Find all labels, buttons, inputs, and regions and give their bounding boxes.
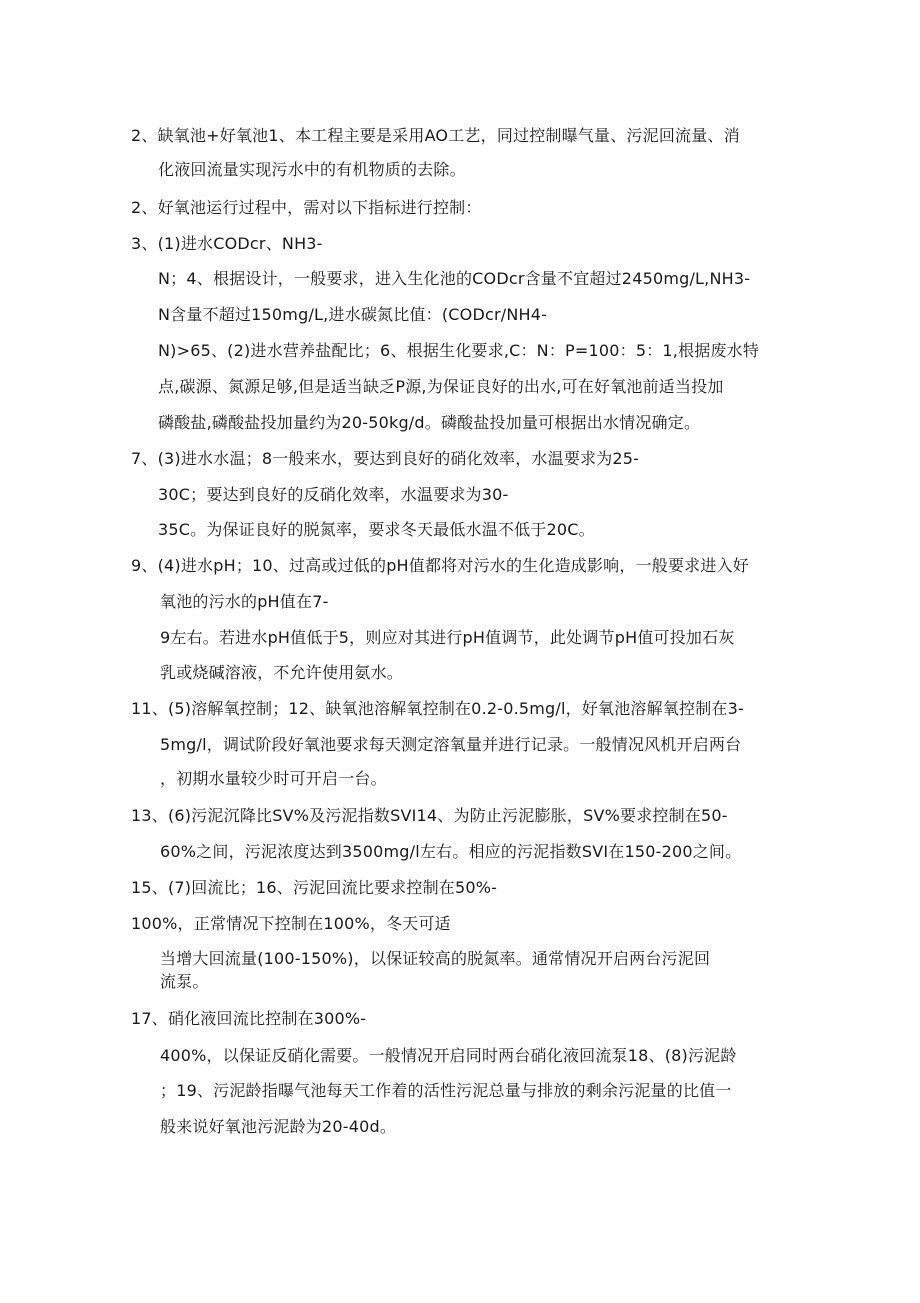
text-line: 当增大回流量(100-150%)，以保证较高的脱氮率。通常情况开启两台污泥回 (160, 949, 711, 968)
text-line: 15、(7)回流比；16、污泥回流比要求控制在50%- (131, 878, 498, 897)
text-line: 9、(4)进水pH；10、过高或过低的pH值都将对污水的生化造成影响，一般要求进入好 (131, 556, 749, 575)
text-line: 100%，正常情况下控制在100%，冬天可适 (131, 914, 451, 933)
text-line: 35C。为保证良好的脱氮率，要求冬天最低水温不低于20C。 (158, 520, 595, 539)
text-line: 2、缺氧池+好氧池1、本工程主要是采用AO工艺，同过控制曝气量、污泥回流量、消 (131, 126, 740, 145)
text-line: 2、好氧池运行过程中，需对以下指标进行控制： (131, 198, 482, 217)
text-line: 化液回流量实现污水中的有机物质的去除。 (158, 160, 466, 179)
text-line: 乳或烧碱溶液，不允许使用氨水。 (160, 663, 404, 682)
text-line: 60%之间，污泥浓度达到3500mg/l左右。相应的污泥指数SVI在150-200之间。 (160, 842, 742, 861)
text-line: 磷酸盐,磷酸盐投加量约为20-50kg/d。磷酸盐投加量可根据出水情况确定。 (158, 413, 701, 432)
text-line: N；4、根据设计，一般要求，进入生化池的CODcr含量不宜超过2450mg/L,NH3- (158, 269, 751, 288)
text-line: 30C；要达到良好的反硝化效率，水温要求为30- (158, 485, 509, 504)
text-line: 17、硝化液回流比控制在300%- (131, 1009, 367, 1028)
text-line: 3、(1)进水CODcr、NH3- (131, 234, 323, 253)
text-line: 5mg/l，调试阶段好氧池要求每天测定溶氧量并进行记录。一般情况风机开启两台 (160, 735, 742, 754)
text-line: N)>65、(2)进水营养盐配比；6、根据生化要求,C：N：P=100：5：1,根据废水特 (158, 341, 760, 360)
text-line: 11、(5)溶解氧控制；12、缺氧池溶解氧控制在0.2-0.5mg/l，好氧池溶解氧控制在3- (131, 699, 744, 718)
text-line: 流泵。 (160, 972, 209, 991)
text-line: 7、(3)进水水温；8一般来水，要达到良好的硝化效率，水温要求为25- (131, 449, 640, 468)
text-line: ；19、污泥龄指曝气池每天工作着的活性污泥总量与排放的剩余污泥量的比值一 (160, 1081, 732, 1100)
text-line: N含量不超过150mg/L,进水碳氮比值：(CODcr/NH4- (158, 305, 548, 324)
text-line: 氧池的污水的pH值在7- (160, 592, 329, 611)
text-line: 9左右。若进水pH值低于5，则应对其进行pH值调节，此处调节pH值可投加石灰 (160, 628, 735, 647)
text-line: 般来说好氧池污泥龄为20-40d。 (160, 1117, 397, 1136)
text-line: 点,碳源、氮源足够,但是适当缺乏P源,为保证良好的出水,可在好氧池前适当投加 (158, 377, 724, 396)
text-line: 400%，以保证反硝化需要。一般情况开启同时两台硝化液回流泵18、(8)污泥龄 (160, 1046, 737, 1065)
text-line: ，初期水量较少时可开启一台。 (160, 769, 387, 788)
text-line: 13、(6)污泥沉降比SV%及污泥指数SVI14、为防止污泥膨胀，SV%要求控制在50- (131, 806, 728, 825)
